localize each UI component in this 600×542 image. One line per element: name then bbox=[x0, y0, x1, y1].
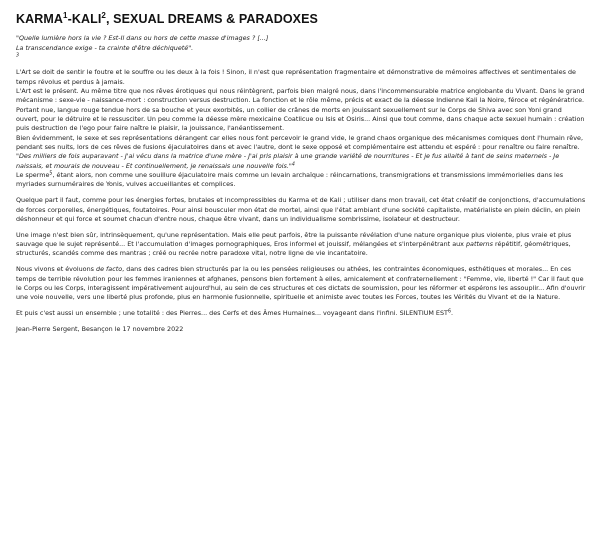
footnote-ref: 4 bbox=[291, 162, 295, 168]
paragraph-text bbox=[16, 171, 586, 190]
title-part: , SEXUAL DREAMS & PARADOXES bbox=[105, 12, 318, 26]
text-span: Une image n'est bien sûr, intrinsèquement, qu'une représentation. Mais elle peut parfois, être la puissante révélation d'une nature organique plus violente, plus vraie et plus sauvage que le sujet représenté... Et l'accumulation d'images pornographiques, Eros informel et jouissif, mélangées et s'interpénétrant aux bbox=[16, 230, 572, 249]
quote-body: "Des milliers de fois auparavant - J'ai vécu dans la matrice d'une mère - J'ai pris plaisir à une grande variété de nourritures - Et je fus allaité à tant de seins maternels - Je naissais, et mourais de nouveau - Et continuellement, je renaissais une nouvelle fois." bbox=[16, 152, 560, 170]
paragraph-defacto bbox=[16, 265, 586, 302]
title-part: -KALI bbox=[67, 12, 102, 26]
text-span: , dans des cadres bien structurés par la ou les pensées religieuses ou athées, les contraintes économiques, esthétiques et morales... En ces temps de terrible révolution pour les femmes iraniennes et afghanes, pensons bien fortement à elles, amicalement et confraternellement : "Femme, vie, liberté !" Car il faut que le Corps ou les Corps, interagissent impérativement aujourd'hui, au sein de ces structures et ces dictats de soumission, pour les réformer et espérons les assouplir... Afin d'ouvrir une voie nouvelle, vers une liberté plus profonde, plus en harmonie fusionnelle, spirituelle et animiste avec toutes les Forces, toutes les Vérités du Vivant et de la Nature. bbox=[16, 265, 586, 302]
text-span: . bbox=[451, 309, 454, 318]
signature: Jean-Pierre Sergent, Besançon le 17 novembre 2022 bbox=[16, 325, 184, 334]
epigraph-text: La transcendance exige - ta crainte d'être déchiqueté". bbox=[16, 43, 194, 52]
italic-term: patterns bbox=[466, 240, 493, 249]
page-title bbox=[16, 10, 586, 28]
footnote-ref: 3 bbox=[16, 53, 20, 59]
paragraph-ensemble bbox=[16, 309, 586, 318]
italic-term: de facto bbox=[96, 265, 123, 274]
paragraph-image bbox=[16, 231, 586, 259]
quote-text bbox=[16, 152, 586, 171]
paragraph-karma: Quelque part il faut, comme pour les énergies fortes, brutales et incompressibles du Karma et de Kali ; utiliser dans mon travail, cet état créatif de conjonctions, d'accumulations de forces corporelles, énergétiques, foutatoires. Pour ainsi bousculer mon état de mortel, ainsi que l'état ambiant d'une société capitaliste, matérialiste en plein déclin, en plein déshonneur et qui force et soumet chacun d'entre nous, chaque être vivant, dans un individualisme sombrissime, isolateur et destructeur. bbox=[16, 196, 586, 223]
text-span: Le sperme bbox=[16, 171, 50, 180]
title-footnote-ref: 2 bbox=[101, 11, 106, 20]
epigraph bbox=[16, 34, 586, 62]
paragraph-art bbox=[16, 68, 586, 189]
text-span: répétitif, géométriques, structurés, scandés comme des mantras ; créé ou recrée notre paradoxe vital, notre ligne de vie incantatoire. bbox=[16, 240, 571, 258]
text-span: Nous vivons et évoluons bbox=[16, 265, 97, 274]
text-span: Et puis c'est aussi un ensemble ; une totalité : des Pierres... des Cerfs et des Âmes Humaines... voyageant dans l'infini. SILENTIUM EST bbox=[16, 309, 448, 318]
epigraph-line bbox=[16, 44, 586, 63]
epigraph-line: "Quelle lumière hors la vie ? Est-Il dans ou hors de cette masse d'images ? [...] bbox=[16, 34, 269, 43]
footnote-ref: 5 bbox=[49, 171, 53, 177]
paragraph-text: Bien évidemment, le sexe et ses représentations dérangent car elles nous font percevoir le grand vide, le grand chaos organique des mécanismes comiques dont l'humain rêve, pendant ses nuits, lors de ces rêves de fusions éjaculatoires dans et avec l'autre, dont le sexe opposé et complémentaire est attendu et espéré : pour renaître ou faire renaître. bbox=[16, 133, 583, 152]
footnote-ref: 6 bbox=[447, 309, 451, 315]
text-span: , étant alors, non comme une souillure éjaculatoire mais comme un levain archaïque : réincarnations, transmigrations et transmissions immémorielles dans les myriades surnuméraires de Yonis, vulves accueillantes et complices. bbox=[16, 171, 564, 189]
title-part: KARMA bbox=[16, 12, 64, 26]
title-footnote-ref: 1 bbox=[63, 11, 68, 20]
paragraph-text: L'Art est le présent. Au même titre que nos rêves érotiques qui nous réintègrent, parfois bien malgré nous, dans l'incommensurable matrice englobante du Vivant. Dans le grand mécanisme : sexe-vie - naissance-mort : construction versus destruction. La fonction et le rôle même, précis et exact de la déesse Indienne Kali la Noire, féroce et régénératrice. Portant nue, langue rouge tendue hors de sa bouche et yeux exorbités, un collier de crânes de morts en jouissant sexuellement sur le Corps de Shiva avec son Yoni grand ouvert, pour le détruire et le ressusciter. Un peu comme la déesse mère mexicaine Coatlicue ou Isis et Osiris... Ainsi que tout comme, dans chaque acte sexuel humain : création puis destruction de l'ego pour faire naître le plaisir, la jouissance, l'anéantissement. bbox=[16, 86, 585, 133]
paragraph-text: L'Art se doit de sentir le foutre et le souffre ou les deux à la fois ! Sinon, il n'est que représentation fragmentaire et démonstrative de mémoires affectives et sentimentales de temps révolus et perdus à jamais. bbox=[16, 68, 576, 86]
